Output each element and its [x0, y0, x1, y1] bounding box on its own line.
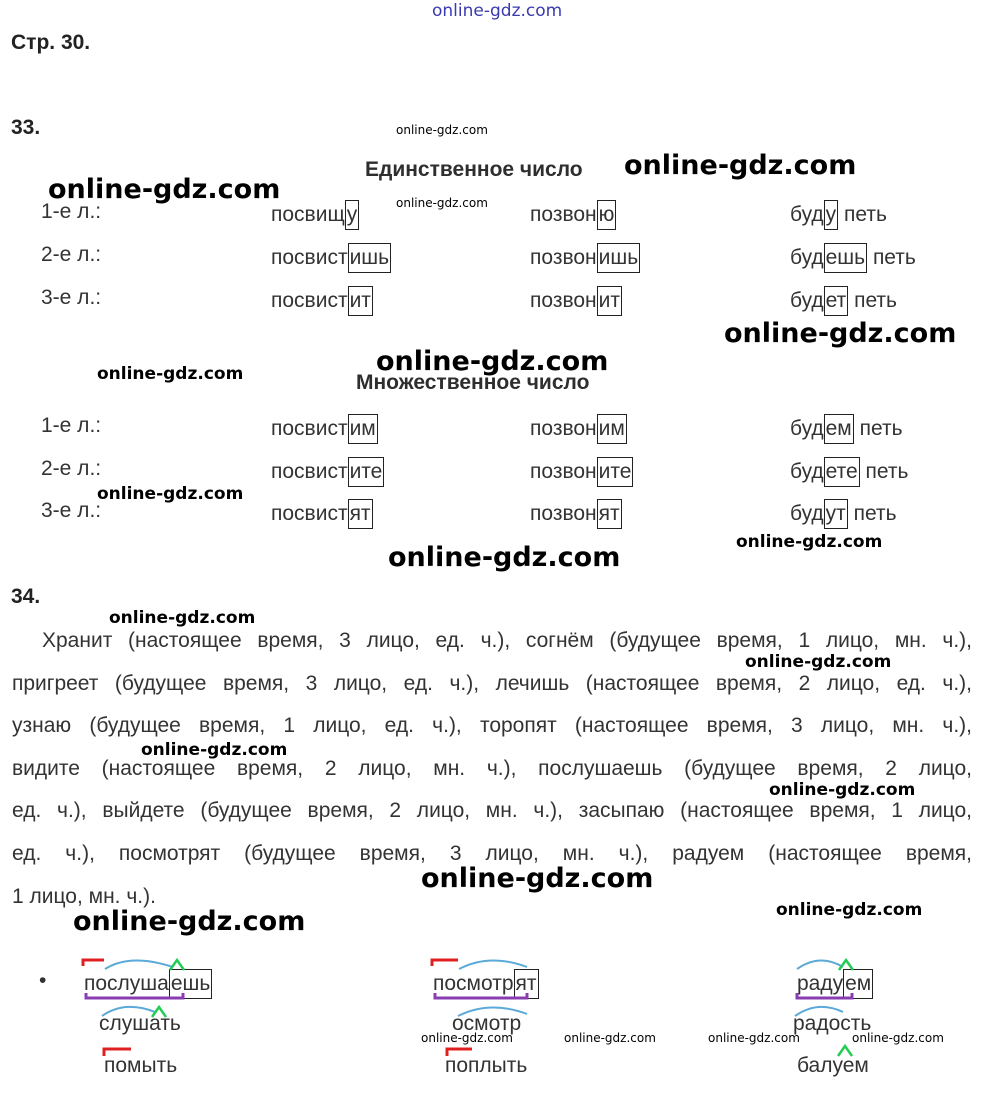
- watermark: online-gdz.com: [736, 532, 883, 552]
- ending-box: ешь: [824, 243, 867, 273]
- text-line: 1 лицо, мн. ч.).: [12, 884, 156, 908]
- ending-box: ите: [597, 457, 634, 487]
- stem: раду: [797, 972, 844, 995]
- stem: буд: [790, 246, 824, 269]
- person-label: 1-е л.:: [41, 200, 102, 223]
- suffix-mark: [170, 960, 184, 970]
- stem-underline: [86, 993, 183, 998]
- root-example: слушать: [99, 1012, 181, 1035]
- ending-box: ишь: [348, 243, 392, 273]
- suffix-example: балуем: [797, 1054, 869, 1077]
- watermark: online-gdz.com: [769, 780, 916, 800]
- ending-box: им: [597, 414, 627, 444]
- infinitive: петь: [854, 289, 897, 312]
- stem: позвон: [530, 502, 597, 525]
- infinitive: петь: [872, 246, 916, 269]
- ending-box: ем: [824, 414, 854, 444]
- watermark: online-gdz.com: [776, 900, 923, 920]
- watermark: online-gdz.com: [97, 364, 244, 384]
- person-label: 1-е л.:: [41, 414, 102, 437]
- watermark: online-gdz.com: [396, 123, 488, 137]
- ending-box: ит: [348, 286, 373, 316]
- stem-underline: [797, 993, 852, 998]
- exercise-33-number: 33.: [11, 116, 41, 139]
- root-arc: [459, 960, 527, 969]
- text-line: узнаю (будущее время, 1 лицо, ед. ч.), торопят (настоящее время, 3 лицо, мн. ч.),: [12, 714, 972, 738]
- ending-box: у: [824, 200, 839, 230]
- ending-box: ите: [348, 457, 385, 487]
- watermark: online-gdz.com: [73, 906, 306, 937]
- root-arc: [102, 1007, 155, 1016]
- suffix-mark: [839, 960, 853, 970]
- watermark: online-gdz.com: [141, 740, 288, 760]
- suffix-mark: [838, 1046, 852, 1056]
- watermark: online-gdz.com: [421, 863, 654, 894]
- stem: посмотр: [433, 972, 514, 995]
- singular-heading: Единственное число: [365, 158, 583, 181]
- stem: позвон: [530, 203, 597, 226]
- watermark: online-gdz.com: [564, 1031, 656, 1045]
- stem: буд: [790, 460, 824, 483]
- watermark: online-gdz.com: [724, 318, 957, 349]
- stem: буд: [790, 203, 824, 226]
- prefix-example: поплыть: [445, 1054, 528, 1077]
- page-number: Стр. 30.: [11, 31, 91, 54]
- prefix-mark: [432, 960, 458, 966]
- watermark: online-gdz.com: [48, 174, 281, 205]
- ending-box: ем: [843, 969, 873, 999]
- root-arc: [795, 1007, 843, 1016]
- ending-box: ят: [597, 499, 622, 529]
- exercise-34-number: 34.: [11, 585, 41, 608]
- stem: буд: [790, 417, 824, 440]
- ending-box: ю: [597, 200, 617, 230]
- person-label: 3-е л.:: [41, 286, 102, 309]
- stem-underline: [435, 993, 527, 998]
- infinitive: петь: [843, 203, 887, 226]
- prefix-mark: [83, 960, 104, 966]
- infinitive: петь: [853, 502, 897, 525]
- watermark: online-gdz.com: [388, 542, 621, 573]
- ending-box: ят: [348, 499, 373, 529]
- watermark: online-gdz.com: [745, 652, 892, 672]
- text-line: ед. ч.), посмотрят (будущее время, 3 лицо, мн. ч.), радуем (настоящее время,: [12, 841, 972, 865]
- ending-box: ет: [824, 286, 849, 316]
- watermark: online-gdz.com: [109, 608, 256, 628]
- bullet: •: [39, 969, 47, 992]
- person-label: 3-е л.:: [41, 499, 102, 522]
- stem: посвист: [271, 460, 348, 483]
- ending-box: ишь: [597, 243, 641, 273]
- watermark: online-gdz.com: [97, 484, 244, 504]
- stem: позвон: [530, 460, 597, 483]
- watermark: online-gdz.com: [396, 196, 488, 210]
- text-line: пригреет (будущее время, 3 лицо, ед. ч.), лечишь (настоящее время, 2 лицо, ед. ч.),: [12, 671, 972, 695]
- text-line: ед. ч.), выйдете (будущее время, 2 лицо, мн. ч.), засыпаю (настоящее время, 1 лицо,: [12, 799, 972, 823]
- top-watermark: online-gdz.com: [432, 1, 563, 21]
- watermark: online-gdz.com: [852, 1031, 944, 1045]
- stem: послуша: [84, 972, 169, 995]
- watermark: online-gdz.com: [421, 1031, 513, 1045]
- suffix-mark: [152, 1007, 166, 1017]
- text-line: Хранит (настоящее время, 3 лицо, ед. ч.), согнём (будущее время, 1 лицо, мн. ч.),: [42, 629, 972, 652]
- stem: посвист: [271, 417, 348, 440]
- ending-box: им: [348, 414, 378, 444]
- stem: посвист: [271, 289, 348, 312]
- stem: позвон: [530, 417, 597, 440]
- stem: буд: [790, 502, 824, 525]
- ending-box: ете: [824, 457, 860, 487]
- stem: позвон: [530, 246, 597, 269]
- stem: посвищ: [271, 203, 345, 226]
- ending-box: ешь: [169, 969, 212, 999]
- stem: буд: [790, 289, 824, 312]
- root-arc: [458, 1007, 527, 1016]
- root-arc: [797, 960, 843, 969]
- stem: посвист: [271, 246, 348, 269]
- prefix-mark: [104, 1049, 131, 1056]
- person-label: 2-е л.:: [41, 243, 102, 266]
- prefix-mark: [447, 1049, 472, 1056]
- ending-box: ят: [514, 969, 539, 999]
- root-example: осмотр: [452, 1012, 522, 1035]
- root-arc: [105, 960, 173, 969]
- watermark: online-gdz.com: [708, 1031, 800, 1045]
- stem: позвон: [530, 289, 597, 312]
- infinitive: петь: [865, 460, 909, 483]
- stem: посвист: [271, 502, 348, 525]
- watermark: online-gdz.com: [624, 150, 857, 181]
- ending-box: ит: [597, 286, 622, 316]
- person-label: 2-е л.:: [41, 457, 102, 480]
- prefix-example: помыть: [104, 1054, 178, 1077]
- ending-box: ут: [824, 499, 848, 529]
- infinitive: петь: [859, 417, 903, 440]
- watermark: online-gdz.com: [376, 346, 609, 377]
- plural-heading: Множественное число: [356, 371, 590, 394]
- ending-box: у: [345, 200, 360, 230]
- text-line: видите (настоящее время, 2 лицо, мн. ч.), послушаешь (будущее время, 2 лицо,: [12, 756, 972, 780]
- root-example: радость: [793, 1012, 872, 1035]
